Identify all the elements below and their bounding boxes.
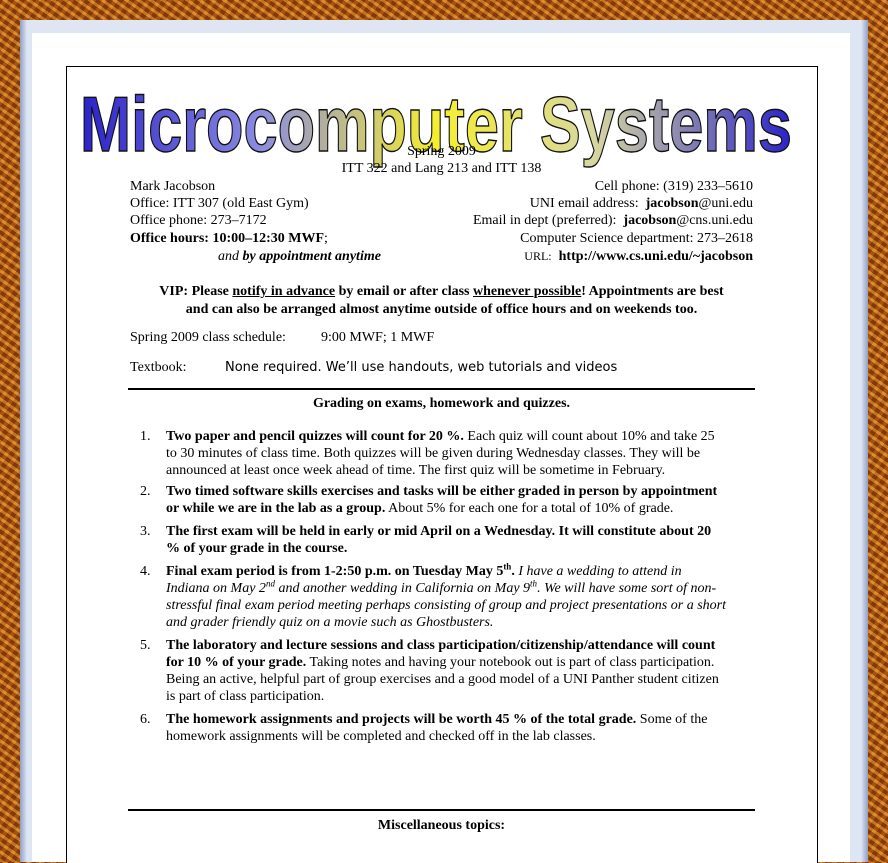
dept-email-label: Email in dept (preferred): [472,213,617,228]
office-hours-value: 10:00–12:30 MWF [212,231,325,246]
office-phone: Office phone: 273–7172 [130,213,267,228]
item-bold: The laboratory and lecture sessions and class participation/citizenship/attendance will count for 10 % of your grade. [166,638,716,670]
vip-mid: by email or after class [335,284,473,299]
dept-email-domain[interactable]: @cns.uni.edu [676,213,753,228]
list-number: 6. [140,712,151,727]
office-hours-suffix: ; [324,231,328,246]
schedule-value: 9:00 MWF; 1 MWF [321,330,435,345]
textbook-label: Textbook: [130,360,187,375]
item-bold: Two paper and pencil quizzes will count for 20 %. [166,429,464,444]
schedule-label: Spring 2009 class schedule: [130,330,286,345]
divider [128,809,755,811]
uni-email-domain[interactable]: @uni.edu [698,196,753,211]
vip-whenever: whenever possible [472,284,582,299]
superscript: nd [265,578,275,589]
cs-department-phone: Computer Science department: 273–2618 [520,231,753,246]
grading-heading: Grading on exams, homework and quizzes. [312,396,571,411]
list-item [128,523,728,557]
item-text: Taking notes and having your notebook out is part of class participation. Being an active, helpful part of group exercises and a good model of a UNI Panther student citizen is part of class participation. [166,655,719,704]
vip-line-1 [118,283,765,300]
office-hours-label: Office hours: [130,231,209,246]
list-item [128,711,728,745]
dept-email-user[interactable]: jacobson [623,213,677,228]
list-number: 1. [140,429,151,444]
list-number: 5. [140,638,151,653]
uni-email-label: UNI email address: [529,196,639,211]
url-line [420,248,753,265]
item-italic: I have a wedding to attend in Indiana on May 2 [166,564,682,596]
list-item [128,563,728,631]
uni-email [420,195,753,212]
uni-email-user[interactable]: jacobson [645,196,699,211]
vip-notify: notify in advance [232,284,336,299]
item-italic: . We will have some sort of non-stressful final exam period meeting perhaps consisting of group and project presentations or a short and grader friendly quiz on a movie such as Ghostbusters. [166,581,726,630]
list-number: 2. [140,484,151,499]
item-italic: and another wedding in California on May 9 [274,581,531,596]
vip-end: ! Appointments are best [581,284,724,299]
item-text: Each quiz will count about 10% and take 25 to 30 minutes of class time. Both quizzes will be given during Wednesday classes. They will be announced at least once week ahead of time. The first quiz will be sometime in February. [166,429,715,478]
list-item [128,483,728,517]
list-item [128,637,728,705]
appointment-text: by appointment anytime [242,249,381,264]
vip-prefix: VIP: Please [159,284,233,299]
item-bold: Final exam period is from 1-2:50 p.m. on Tuesday May 5 [166,564,504,579]
dept-email [420,212,753,229]
title-text: Microcomputer Systems [80,80,792,168]
office-hours [130,230,328,247]
divider [128,388,755,390]
grading-list [128,428,728,745]
url-label: URL: [524,249,552,263]
item-bold-end: . [511,564,515,579]
misc-heading: Miscellaneous topics: [377,818,506,833]
item-bold: The first exam will be held in early or mid April on a Wednesday. It will constitute about 20 % of your grade in the course. [166,524,712,556]
url-link[interactable]: http://www.cs.uni.edu/~jacobson [558,249,753,264]
list-item [128,428,728,479]
item-text: About 5% for each one for a total of 10% of grade. [385,501,674,516]
item-text: Some of the homework assignments will be completed and checked off in the lab classes. [166,712,708,744]
term: Spring 2009 [407,144,476,159]
appointment-prefix: and [218,249,243,264]
item-bold: Two timed software skills exercises and tasks will be either graded in person by appointment or while we are in the lab as a group. [166,484,718,516]
cell-phone: Cell phone: (319) 233–5610 [594,179,753,194]
item-bold: The homework assignments and projects will be worth 45 % of the total grade. [166,712,637,727]
appointment-note [218,248,381,265]
superscript: th [503,561,512,572]
list-number: 4. [140,564,151,579]
vip-line-2: and can also be arranged almost anytime outside of office hours and on weekends too. [185,302,698,317]
textbook-value: None required. We’ll use handouts, web tutorials and videos [225,360,618,375]
instructor-name: Mark Jacobson [130,179,216,194]
superscript: th [530,578,538,589]
rooms: ITT 322 and Lang 213 and ITT 138 [341,161,542,176]
list-number: 3. [140,524,151,539]
office-location: Office: ITT 307 (old East Gym) [130,196,309,211]
